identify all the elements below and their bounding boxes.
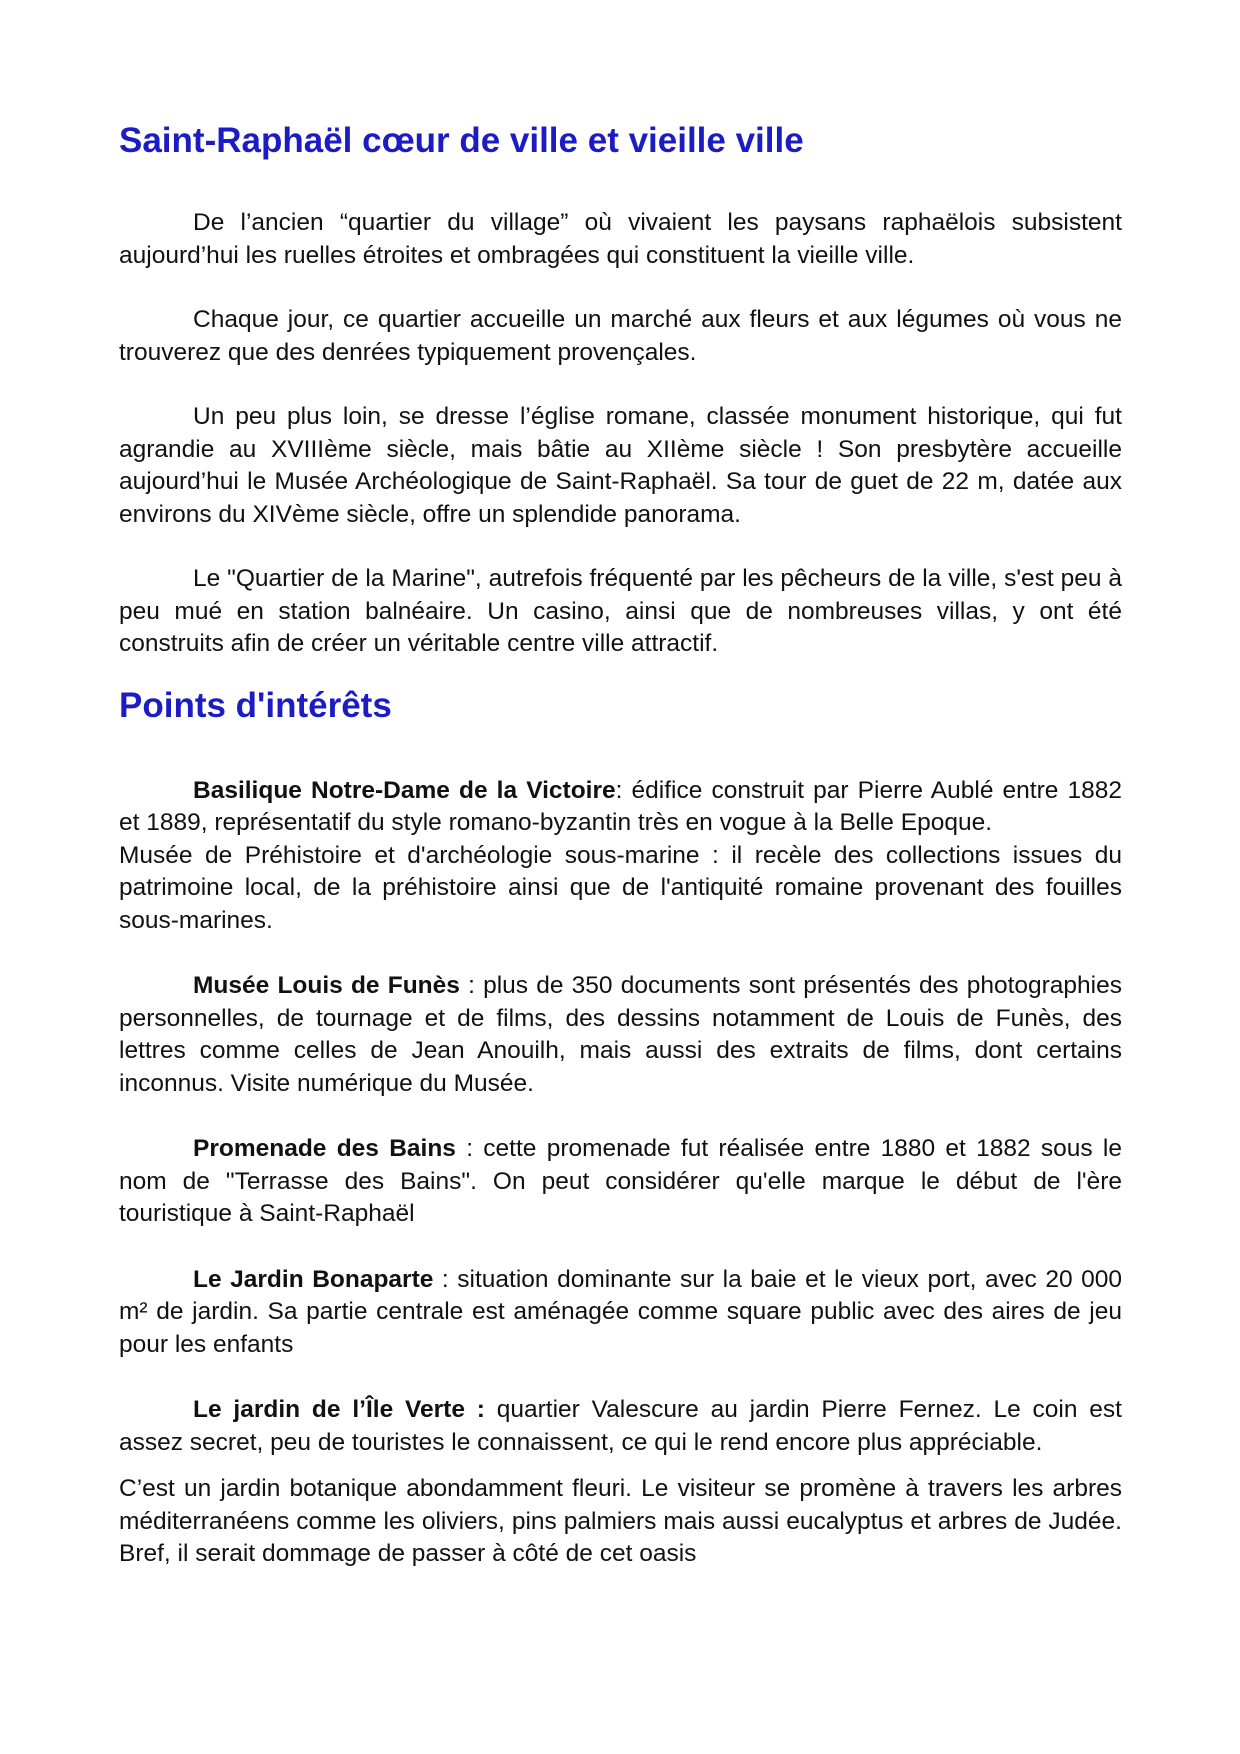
poi-name: Le jardin de l’Île Verte : (193, 1396, 485, 1423)
poi-description: : situation dominante sur la baie et le vieux port, avec 20 000 m² de jardin. Sa partie centrale est aménagée comme square public avec des aires de jeu pour les enfants (119, 1265, 1122, 1358)
poi-jardin-bonaparte (119, 1264, 1122, 1362)
paragraph-marche: Chaque jour, ce quartier accueille un marché aux fleurs et aux légumes où vous ne trouverez que des denrées typiquement provençales. (119, 306, 1122, 366)
poi-name: Promenade des Bains (193, 1135, 456, 1162)
poi-promenade-des-bains (119, 1133, 1122, 1231)
poi-description: quartier Valescure au jardin Pierre Fernez. Le coin est assez secret, peu de touristes le connaissent, ce qui le rend encore plus appréciable. (119, 1396, 1122, 1456)
poi-name: Basilique Notre-Dame de la Victoire (193, 776, 616, 804)
poi-name: Musée Louis de Funès (193, 972, 460, 999)
section-title-points-interets: Points d'intérêts (119, 685, 392, 725)
poi-name: Le Jardin Bonaparte (193, 1265, 434, 1293)
poi-musee-louis-de-funes (119, 970, 1122, 1100)
poi-description: : édifice construit par Pierre Aublé entre 1882 et 1889, représentatif du style romano-byzantin très en vogue à la Belle Epoque. (119, 776, 1122, 836)
poi-jardin-ile-verte (119, 1394, 1122, 1459)
paragraph-eglise-romane: Un peu plus loin, se dresse l’église romane, classée monument historique, qui fut agrandie au XVIIIème siècle, mais bâtie au XIIème siècle ! Son presbytère accueille aujourd’hui le Musée Archéologique de Saint-Raphaël. Sa tour de guet de 22 m, datée aux environs du XIVème siècle, offre un splendide panorama. (119, 403, 1122, 528)
poi-description: : cette promenade fut réalisée entre 1880 et 1882 sous le nom de "Terrasse des Bains". On peut considérer qu'elle marque le début de l'ère touristique à Saint-Raphaël (119, 1135, 1123, 1227)
poi-basilique (119, 775, 1122, 840)
paragraph-quartier-village: De l’ancien “quartier du village” où vivaient les paysans raphaëlois subsistent aujourd’hui les ruelles étroites et ombragées qui constituent la vieille ville. (119, 209, 1122, 269)
paragraph-quartier-marine: Le "Quartier de la Marine", autrefois fréquenté par les pêcheurs de la ville, s'est peu à peu mué en station balnéaire. Un casino, ainsi que de nombreuses villas, y ont été construits afin de créer un véritable centre ville attractif. (119, 565, 1122, 657)
section-title-coeur-de-ville: Saint-Raphaël cœur de ville et vieille ville (119, 121, 804, 160)
poi-musee-prehistoire: Musée de Préhistoire et d'archéologie sous-marine : il recèle des collections issues du patrimoine local, de la préhistoire ainsi que de l'antiquité romaine provenant des fouilles sous-marines. (119, 841, 1122, 934)
poi-description: : plus de 350 documents sont présentés des photographies personnelles, de tournage et de films, des dessins notamment de Louis de Funès, des lettres comme celles de Jean Anouilh, mais aussi des extraits de films, dont certains inconnus. Visite numérique du Musée. (119, 972, 1122, 1097)
poi-jardin-botanique: C’est un jardin botanique abondamment fleuri. Le visiteur se promène à travers les arbres méditerranéens comme les oliviers, pins palmiers mais aussi eucalyptus et arbres de Judée. Bref, il serait dommage de passer à côté de cet oasis (119, 1475, 1122, 1567)
